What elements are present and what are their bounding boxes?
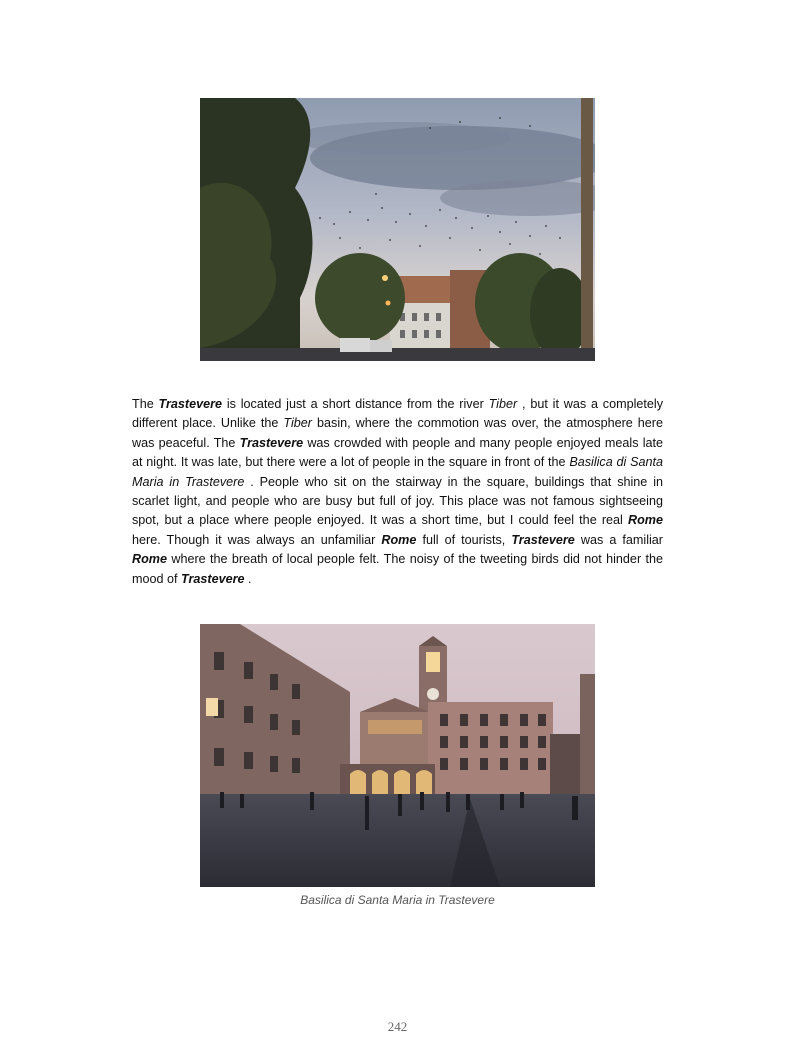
page-number: 242 (387, 1019, 408, 1034)
emphasis-place-name: Trastevere (158, 397, 223, 411)
emphasis-place-name: Trastevere (181, 571, 245, 586)
text-segment: . (244, 571, 252, 586)
text-segment: here. Though it was always an unfamiliar (132, 532, 382, 547)
emphasis-city-name: Rome (381, 532, 417, 547)
text-segment: , but it was a completely different place. Unlike the (132, 397, 663, 431)
text-segment: . People who sit on the stairway in the square, buildings that shine in scarlet light, and people who are busy but full of joy. This place was not famous sightseeing spot, but a place where people enjoyed. It was a short time, but I could feel the real (132, 474, 664, 528)
emphasis-place-name: Trastevere (239, 435, 304, 450)
text-segment: basin, where the commotion was over, the atmosphere here was peaceful. The (132, 416, 663, 450)
emphasis-basilica-name: Basilica di Santa Maria in Trastevere (132, 455, 664, 489)
emphasis-river-name: Tiber (488, 397, 518, 411)
text-segment: is located just a short distance from the river (222, 397, 489, 411)
text-segment: The (132, 397, 159, 411)
photo-caption: Basilica di Santa Maria in Trastevere (300, 893, 495, 907)
emphasis-river-name: Tiber (283, 416, 313, 431)
photo-trastevere-sky (200, 98, 595, 361)
photo-trastevere-sky-image (200, 98, 595, 361)
photo-basilica-square (200, 624, 595, 887)
emphasis-city-name: Rome (628, 513, 663, 528)
photo-basilica-square-image (200, 624, 595, 887)
text-segment: where the breath of local people felt. The noisy of the tweeting birds did not hinder the mood of (132, 552, 663, 586)
text-segment: full of tourists, (416, 532, 512, 547)
text-segment: was a familiar (574, 532, 663, 547)
body-paragraph (132, 395, 663, 589)
text-segment: was crowded with people and many people enjoyed meals late at night. It was late, but there were a lot of people in the square in front of the (132, 435, 664, 470)
emphasis-place-name: Trastevere (511, 532, 575, 547)
emphasis-city-name: Rome (132, 552, 167, 567)
